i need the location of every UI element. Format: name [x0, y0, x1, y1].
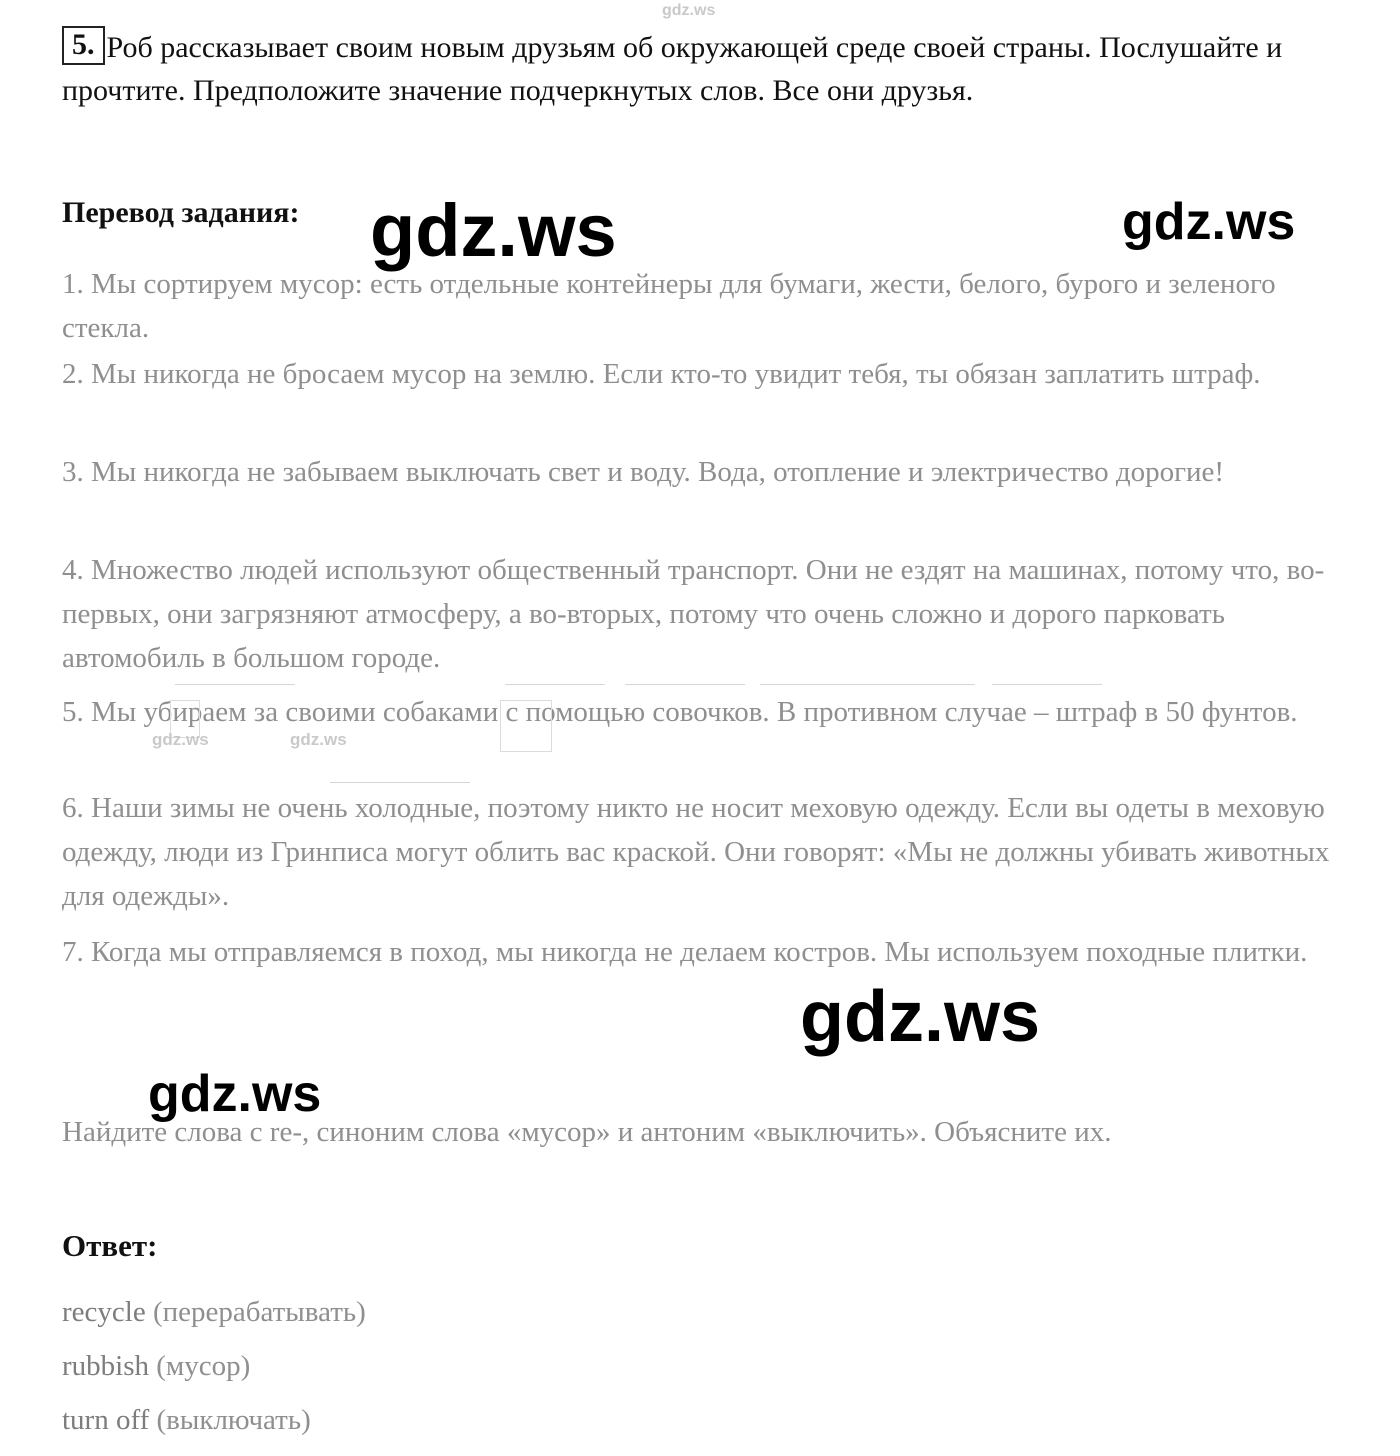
translation-item-5: 5. Мы убираем за своими собаками с помощью совочков. В противном случае – штраф в 50 фунтов.	[62, 696, 1298, 728]
instruction-text: Найдите слова с re-, синоним слова «мусор» и антоним «выключить». Объясните их.	[62, 1116, 1112, 1148]
watermark-big-right: gdz.ws	[800, 977, 1041, 1057]
translation-item-3: 3. Мы никогда не забываем выключать свет и воду. Вода, отопление и электричество дорогие!	[62, 456, 1225, 488]
translation-heading: Перевод задания:	[62, 196, 300, 229]
answer-translation-2: (мусор)	[156, 1350, 251, 1382]
answer-term-1: recycle	[62, 1296, 146, 1328]
answer-term-2: rubbish	[62, 1350, 149, 1382]
answer-term-3: turn off	[62, 1404, 150, 1436]
translation-item-6: 6. Наши зимы не очень холодные, поэтому никто не носит меховую одежду. Если вы одеты в меховую одежду, люди из Гринписа могут облить вас краской. Они говорят: «Мы не должны убивать животных для одежды».	[62, 792, 1330, 912]
watermark-right-top: gdz.ws	[1122, 193, 1296, 251]
translation-item-2: 2. Мы никогда не бросаем мусор на землю. Если кто-то увидит тебя, ты обязан заплатить штраф.	[62, 358, 1261, 390]
task-number: 5.	[62, 26, 105, 65]
watermark-tiny-left: gdz.ws	[152, 730, 209, 749]
task-header	[62, 26, 1342, 112]
watermark-big-center: gdz.ws	[370, 189, 617, 272]
answer-item-1	[62, 1290, 366, 1334]
scan-artifact-underline-6	[330, 782, 470, 783]
scan-artifact-underline-2	[505, 684, 605, 685]
scan-artifact-underline-1	[175, 684, 295, 685]
watermark-big-left: gdz.ws	[148, 1065, 322, 1123]
answer-translation-1: (перерабатывать)	[152, 1296, 366, 1328]
answer-heading: Ответ:	[62, 1228, 158, 1263]
watermark-top-small: gdz.ws	[662, 2, 716, 19]
scan-artifact-underline-5	[992, 684, 1102, 685]
scan-artifact-box-2	[500, 700, 552, 752]
scan-artifact-underline-3	[625, 684, 745, 685]
translation-item-4: 4. Множество людей используют общественный транспорт. Они не ездят на машинах, потому что, во-первых, они загрязняют атмосферу, а во-вторых, потому что очень сложно и дорого парковать автомобиль в большом городе.	[62, 554, 1325, 674]
answer-translation-3: (выключать)	[156, 1404, 311, 1436]
scan-artifact-underline-4	[760, 684, 975, 685]
watermark-tiny-left-2: gdz.ws	[290, 730, 347, 749]
scan-artifact-box-1	[170, 700, 200, 738]
translation-item-7: 7. Когда мы отправляемся в поход, мы никогда не делаем костров. Мы используем походные плитки.	[62, 936, 1308, 968]
translation-item-1: 1. Мы сортируем мусор: есть отдельные контейнеры для бумаги, жести, белого, бурого и зеленого стекла.	[62, 268, 1276, 344]
answer-item-3	[62, 1398, 311, 1442]
task-text: Роб рассказывает своим новым друзьям об окружающей среде своей страны. Послушайте и прочтите. Предположите значение подчеркнутых слов. Все они друзья.	[62, 31, 1283, 107]
answer-item-2	[62, 1344, 250, 1388]
